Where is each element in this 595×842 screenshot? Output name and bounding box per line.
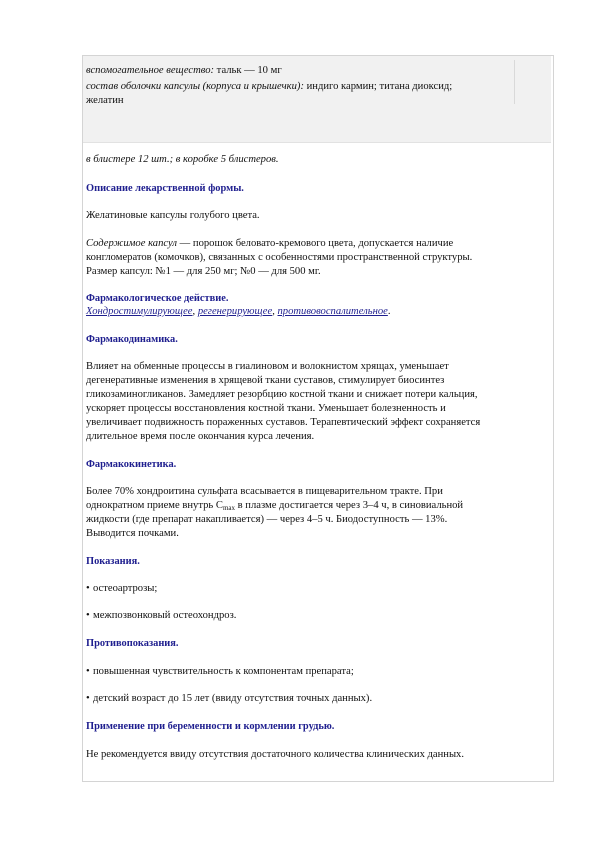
shell-value-cont: желатин [86, 95, 124, 106]
link-separator: , [192, 306, 198, 317]
document-panel [82, 55, 554, 782]
indications-heading: Показания. [86, 556, 140, 567]
excipient-label: вспомогательное вещество: [86, 65, 215, 76]
form-desc: Желатиновые капсулы голубого цвета. [86, 210, 260, 221]
pregnancy-heading: Применение при беременности и кормлении грудью. [86, 721, 335, 732]
contraindication-item [86, 692, 372, 706]
excipient-line [86, 64, 282, 78]
shell-line [86, 80, 452, 94]
packaging-text: в блистере 12 шт.; в коробке 5 блистеров. [86, 154, 279, 165]
bullet-icon: • [86, 583, 90, 594]
link-regenerating[interactable]: регенерирующее [197, 306, 273, 317]
contents-line-3: Размер капсул: №1 — для 250 мг; №0 — для 500 мг. [86, 266, 321, 277]
indication-item [86, 609, 236, 623]
contraindication-item [86, 665, 354, 679]
pregnancy-text: Не рекомендуется ввиду отсутствия достаточного количества клинических данных. [86, 749, 465, 760]
contraindications-heading: Противопоказания. [86, 638, 179, 649]
pharmacokinetics-heading: Фармакокинетика. [86, 459, 177, 470]
pk-line-2-b: в плазме достигается через 3–4 ч, в синовиальной [235, 500, 464, 511]
indication-item [86, 582, 157, 596]
cmax-subscript: max [222, 504, 235, 512]
pharm-action-links [86, 305, 391, 319]
pharm-action-heading: Фармакологическое действие. [86, 293, 229, 304]
contraindication-text: детский возраст до 15 лет (ввиду отсутствия точных данных). [93, 693, 373, 704]
excipient-value: тальк — 10 мг [214, 65, 282, 76]
table-divider [514, 60, 515, 104]
contents-line-2: конгломератов (комочков), связанных с особенностями пространственной структуры. [86, 252, 473, 263]
shell-value: индиго кармин; титана диоксид; [303, 81, 453, 92]
contents-label: Содержимое капсул [86, 238, 178, 249]
link-separator: , [272, 306, 278, 317]
pk-line-1: Более 70% хондроитина сульфата всасывается в пищеварительном тракте. При [86, 486, 443, 497]
pharmacodynamics-heading: Фармакодинамика. [86, 334, 178, 345]
pk-line-4: Выводится почками. [86, 528, 179, 539]
pk-line-2-a: однократном приеме внутрь С [86, 500, 223, 511]
indication-text: межпозвонковый остеохондроз. [93, 610, 237, 621]
form-heading: Описание лекарственной формы. [86, 183, 244, 194]
contents-line-1 [86, 237, 453, 251]
pd-line: дегенеративные изменения в хрящевой ткани суставов, стимулирует биосинтез [86, 375, 445, 386]
link-anti-inflammatory[interactable]: противовоспалительное [277, 306, 388, 317]
link-end: . [387, 306, 391, 317]
contents-text-1: — порошок беловато-кремового цвета, допускается наличие [177, 238, 454, 249]
bullet-icon: • [86, 610, 90, 621]
pd-line: Влияет на обменные процессы в гиалиновом и волокнистом хрящах, уменьшает [86, 361, 449, 372]
contraindication-text: повышенная чувствительность к компонентам препарата; [93, 666, 354, 677]
bullet-icon: • [86, 666, 90, 677]
pd-line: длительное время после окончания курса лечения. [86, 431, 315, 442]
indication-text: остеоартрозы; [93, 583, 158, 594]
pd-line: ускоряет процессы восстановления костной ткани. Уменьшает болезненность и [86, 403, 446, 414]
bullet-icon: • [86, 693, 90, 704]
shell-label: состав оболочки капсулы (корпуса и крышечки): [86, 81, 304, 92]
pk-line-3: жидкости (где препарат накапливается) — через 4–5 ч. Биодоступность — 13%. [86, 514, 448, 525]
composition-box [83, 56, 551, 143]
pd-line: увеличивает подвижность пораженных суставов. Терапевтический эффект сохраняется [86, 417, 481, 428]
link-chondrostimulating[interactable]: Хондростимулирующее [86, 306, 193, 317]
pd-line: гликозаминогликанов. Замедляет резорбцию костной ткани и снижает потери кальция, [86, 389, 478, 400]
